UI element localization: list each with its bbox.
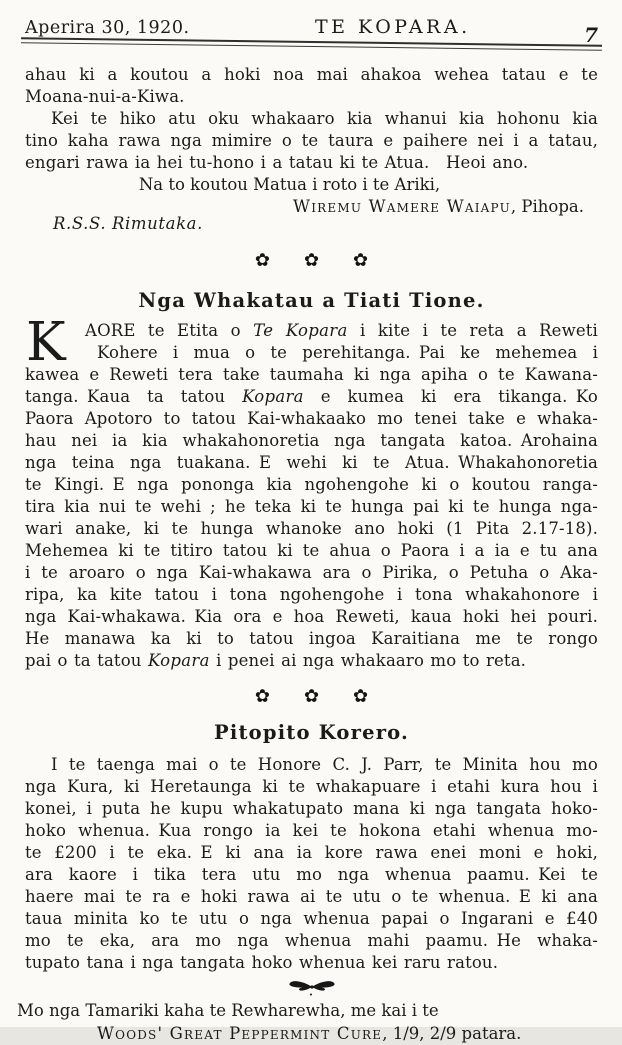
article-heading: Pitopito Korero. <box>213 721 410 744</box>
publication-title: TE KOPARA. <box>314 16 471 38</box>
text-line: te £200 i te eka. E ki ana ia kore rawa enei moni e hoki, <box>25 843 598 862</box>
flower-ornament-icon: ✿ <box>303 686 320 707</box>
text-line: hoko whenua. Kua rongo ia kei te hokona etahi whenua mo- <box>25 821 598 840</box>
text-line: te Kingi. E nga pononga kia ngohengohe ki o koutou ranga- <box>25 475 598 494</box>
text-line: tanga. Kaua ta tatou Kopara e kumea ki era tikanga. Ko <box>25 387 598 406</box>
signature-name: Wiremu Wamere Waiapu <box>293 197 511 216</box>
butterfly-fleuron-icon <box>286 979 338 996</box>
text-line: tupato tana i nga tangata hoko whenua kei raru ratou. <box>25 953 499 972</box>
page-number: 7 <box>584 23 598 47</box>
text-line: Moana-nui-a-Kiwa. <box>25 87 185 106</box>
drop-cap: K <box>26 312 66 373</box>
flower-ornament-icon: ✿ <box>353 250 369 271</box>
text-line: tira kia nui te wehi ; he teka ki te hunga pai ki te hunga nga- <box>25 497 598 516</box>
text-line: I te taenga mai o te Honore C. J. Parr, te Minita hou mo <box>51 755 598 774</box>
article-text <box>25 312 598 672</box>
text-line: haere mai te ra e hoki rawa ai te utu o te whenua. E ki ana <box>25 887 598 906</box>
closing-paragraph <box>25 108 598 174</box>
page-header <box>25 14 598 47</box>
text-line: engari rawa ia hei tu-hono i a tatau ki te Atua. Heoi ano. <box>25 153 529 172</box>
text-line: taua minita ko te utu o nga whenua papai o Ingarani e £40 <box>25 909 598 928</box>
article-heading: Nga Whakatau a Tiati Tione. <box>138 289 485 312</box>
product-price: , 1/9, 2/9 patara. <box>382 1024 522 1043</box>
text-line: konei, i puta he kupu whakatupato mana ki nga tangata hoko- <box>25 799 598 818</box>
product-name: Woods' Great Peppermint Cure <box>97 1024 383 1043</box>
ornament-row <box>25 687 598 707</box>
text-line: Mehemea ki te titiro tatou ki te ahua o Paora i a ia e tu ana <box>25 541 598 560</box>
divider-row <box>25 979 598 998</box>
salutation-line: Na to koutou Matua i roto i te Ariki, <box>138 175 441 194</box>
text-line: pai o ta tatou Kopara i penei ai nga whakaaro mo to reta. <box>25 651 527 670</box>
flower-ornament-icon: ✿ <box>303 250 320 271</box>
text-line: i te aroaro o nga Kai-whakawa ara o Pirika, o Petuha o Aka- <box>25 563 598 582</box>
text-line: Kohere i mua o te perehitanga. Pai ke mehemea i <box>97 343 598 362</box>
ship-note: R.S.S. Rimutaka. <box>53 214 203 233</box>
header-rule <box>21 37 602 51</box>
flower-ornament-icon: ✿ <box>254 686 270 707</box>
text-line: ara kaore i tika tera utu mo nga whenua paamu. Kei te <box>25 865 598 884</box>
article-body <box>25 754 598 974</box>
text-line: AORE te Etita o Te Kopara i kite i te reta a Reweti <box>85 321 598 340</box>
text-line: hau nei ia kia whakahonoretia nga tangata katoa. Arohaina <box>25 431 598 450</box>
flower-ornament-icon: ✿ <box>254 250 270 271</box>
issue-date: Aperira 30, 1920. <box>25 18 190 38</box>
text-line: nga Kura, ki Heretaunga ki te whakapuare i etahi kura hou i <box>25 777 598 796</box>
advert-line: Mo nga Tamariki kaha te Rewharewha, me kai i te <box>17 1001 439 1020</box>
advert-product-line <box>25 1022 598 1045</box>
signature-title: , Pihopa. <box>510 197 584 216</box>
text-line: wari anake, ki te hunga whanoke ano hoki (1 Pita 2.17-18). <box>25 519 598 538</box>
text-line: nga Kai-whakawa. Kia ora e hoa Reweti, kaua hoki hei pouri. <box>25 607 598 626</box>
text-line: kawea e Reweti tera take taumaha ki nga apiha o te Kawana- <box>25 365 598 384</box>
text-line: He manawa ka ki to tatou ingoa Karaitiana me te rongo <box>25 629 598 648</box>
continuation-paragraph <box>25 64 598 108</box>
text-line: mo te eka, ara mo nga whenua mahi paamu. He whaka- <box>25 931 598 950</box>
text-line: Paora Apotoro to tatou Kai-whakaako mo tenei take e whaka- <box>25 409 598 428</box>
text-line: nga teina nga tuakana. E wehi ki te Atua. Whakahonoretia <box>25 453 598 472</box>
text-line: ripa, ka kite tatou i tona ngohengohe i tona whakahonore i <box>25 585 598 604</box>
text-line: ahau ki a koutou a hoki noa mai ahakoa wehea tatau e te <box>25 65 598 84</box>
article-body <box>25 312 598 672</box>
flower-ornament-icon: ✿ <box>353 686 369 707</box>
ornament-row <box>25 251 598 271</box>
text-line: tino kaha rawa nga mimire o te taura e paihere nei i a tatau, <box>25 131 598 150</box>
text-line: Kei te hiko atu oku whakaaro kia whanui kia hohonu kia <box>51 109 598 128</box>
